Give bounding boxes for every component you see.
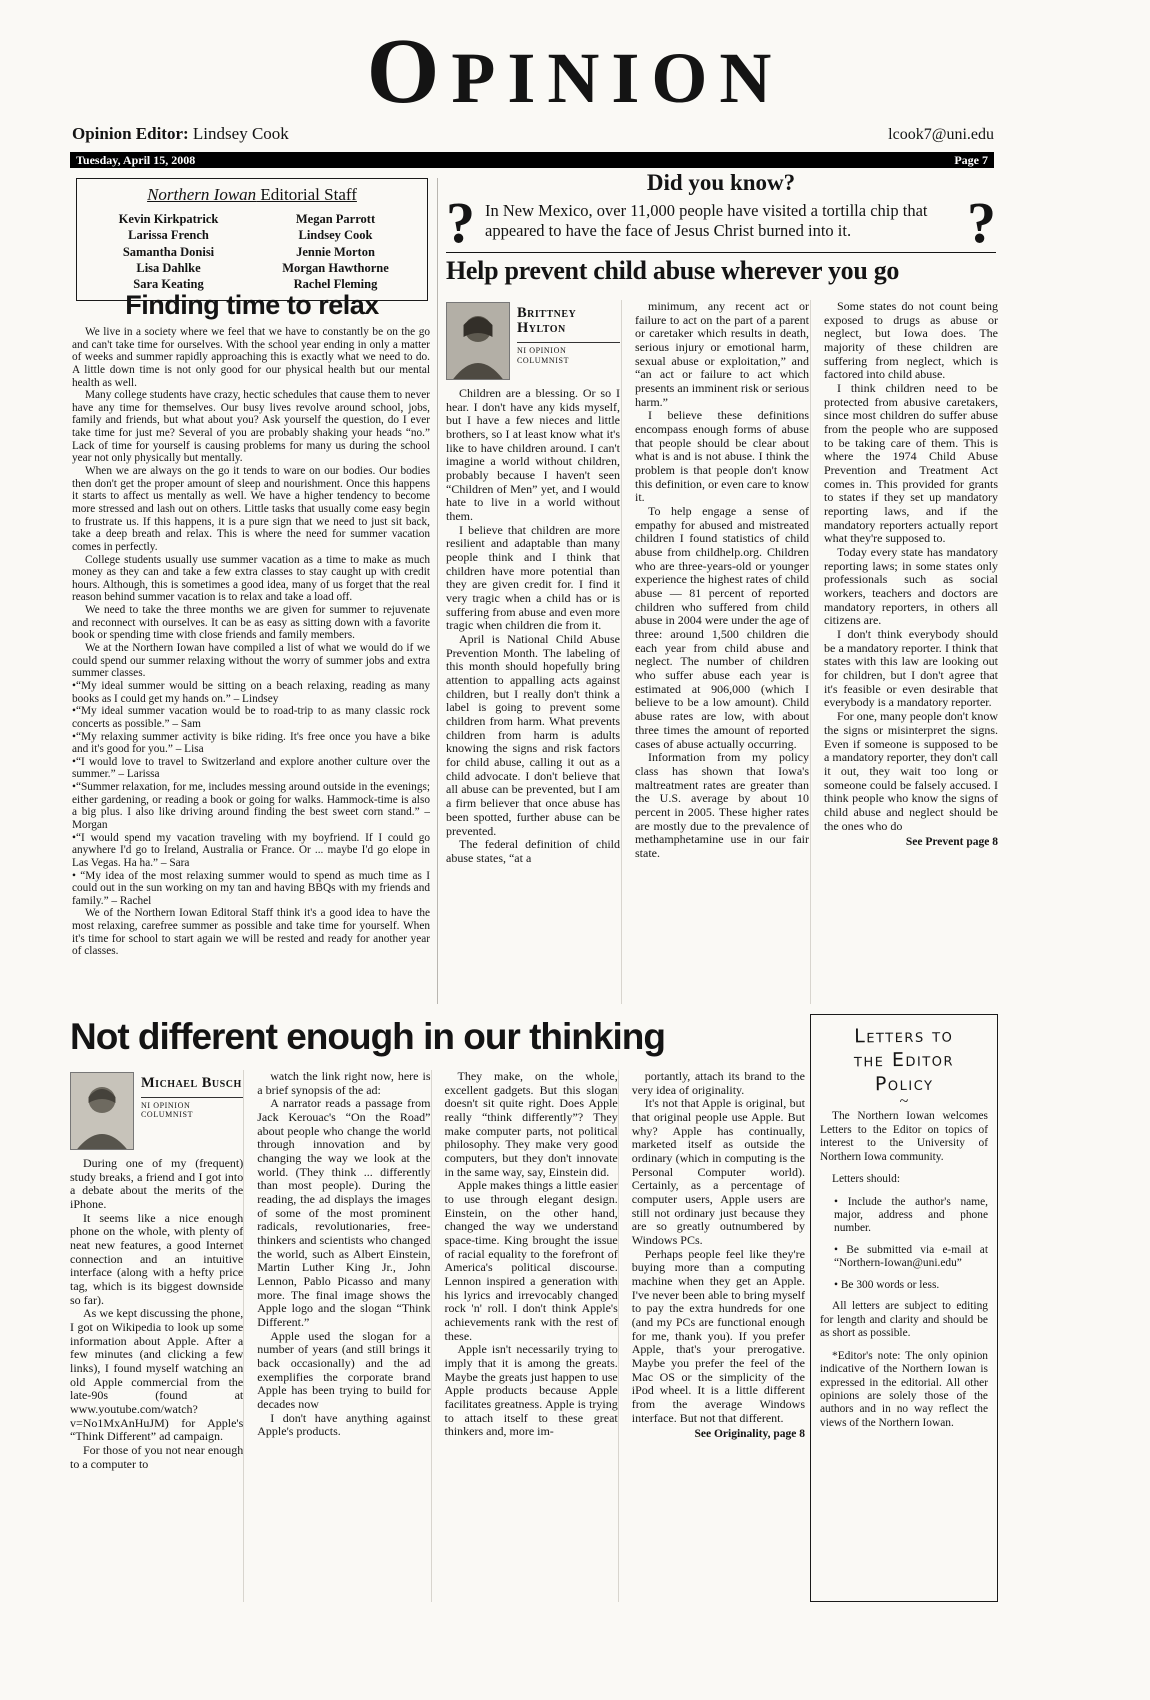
- apple-article-column-3: [431, 1070, 618, 1602]
- letters-heading-line: Policy: [874, 1072, 934, 1095]
- staff-names-right: [252, 211, 419, 292]
- staff-name: Samantha Donisi: [122, 244, 215, 259]
- finding-time-paragraph: We live in a society where we feel that we have to constantly be on the go and can't take time for ourselves. With the school year ending in only a matter of weeks and summer rapidly approaching this is exactly what we need to do. A little down time is not only good for our physical health but our mental health as well.: [72, 326, 430, 389]
- editor-row: [72, 124, 994, 144]
- letters-policy-heading: [820, 1024, 989, 1097]
- letters-policy-text: [820, 1110, 988, 1430]
- apple-paragraph: It's not that Apple is original, but that original people use Apple. But why? Apple has continually, marketed itself as outside the ordinary (which in computing is the Personal Computer world). Certainly, as a percentage of computer users, Apple users are still not ordinary just because they are so greatly outnumbered by Windows PCs.: [631, 1096, 805, 1248]
- opinion-editor-name: Lindsey Cook: [192, 124, 289, 143]
- prevent-column-3-text: [824, 300, 998, 833]
- finding-time-paragraph: College students usually use summer vacation as a time to make as much money as they can and take a few extra classes to stay caught up with credit hours. Although, this is sometimes a good idea, many of us forget that the real reason behind summer vacation is to relax and take a load off.: [72, 553, 430, 604]
- apple-column-2-text: [257, 1070, 430, 1439]
- prevent-paragraph: Information from my policy class has shown that Iowa's maltreatment rates are greater than the U.S. average by about 10 percent in 2005. These higher rates are mostly due to the prevalence of methamphetamine use in our fair state.: [635, 750, 809, 860]
- apple-paragraph: Apple makes things a little easier to use through elegant design. Einstein, on the other hand, changed the way we understand space-time. King brought the issue of racial equality to the forefront of America's political discourse. Lennon inspired a generation with his lyrics and irrevocably changed rock 'n' roll. I don't think Apple's achievements rank with the rest of these.: [444, 1178, 618, 1343]
- prevent-paragraph: For one, many people don't know the signs or misinterpret the signs. Even if someone is supposed to be a mandatory reporter, they don't call it out, they wait too long or someone could be falsely accused. I think people who know the signs of child abuse and neglect should be the ones who do: [824, 709, 998, 833]
- columnist-name: Brittney Hylton: [517, 305, 577, 337]
- letters-paragraph: All letters are subject to editing for length and clarity and should be as short as possible.: [820, 1300, 988, 1340]
- columnist-title: NI OPINION COLUMNIST: [517, 342, 620, 364]
- apple-paragraph: It seems like a nice enough phone on the whole, with plenty of neat new features, a good Internet connection and an intuitive interface (along with a hefty price tag, which is its biggest downside so far).: [70, 1210, 244, 1307]
- finding-time-article-body: [72, 326, 430, 1004]
- apple-paragraph: During one of my (frequent) study breaks, a friend and I got into a debate about the merits of the iPhone.: [70, 1156, 244, 1212]
- apple-paragraph: I don't have anything against Apple's products.: [257, 1410, 431, 1439]
- finding-time-paragraph: We of the Northern Iowan Editoral Staff think it's a good idea to have the most relaxing, carefree summer as possible and take time for yourself. When it's time for school to start again we will be rested and ready for another year of classes.: [72, 907, 430, 958]
- columnist-name: Michael Busch: [141, 1075, 242, 1091]
- heading-squiggle-decoration: ~: [899, 1093, 909, 1111]
- letters-heading-line: the Editor: [853, 1048, 955, 1072]
- prevent-paragraph: I don't think everybody should be a mandatory reporter. I think that states with this law are looking out for children, but I don't agree that it's feasible or even desirable that everybody is a mandatory reporter.: [824, 627, 998, 710]
- staff-name: Rachel Fleming: [293, 277, 378, 291]
- prevent-paragraph: The federal definition of child abuse states, “at a: [446, 837, 620, 865]
- staff-name: Morgan Hawthorne: [282, 260, 389, 275]
- finding-time-paragraph: •“I would love to travel to Switzerland and explore another culture over the summer.” – Larissa: [72, 755, 430, 781]
- staff-name: Lisa Dahlke: [136, 260, 201, 275]
- staff-name: Jennie Morton: [296, 244, 375, 259]
- prevent-paragraph: minimum, any recent act or failure to act on the part of a parent or caretaker which results in death, serious injury or emotional harm, sexual abuse or exploitation,” and “an act or failure to act which presents an imminent risk or serious harm.”: [635, 300, 809, 409]
- brittney-hylton-photo: [446, 302, 510, 380]
- apple-byline-meta: [141, 1072, 243, 1150]
- prevent-article-headline: Help prevent child abuse wherever you go: [446, 256, 900, 285]
- staff-title-rest: Editorial Staff: [256, 185, 357, 204]
- letters-paragraph: • Be 300 words or less.: [834, 1278, 940, 1291]
- staff-name: Sara Keating: [133, 277, 204, 291]
- prevent-paragraph: To help engage a sense of empathy for abused and mistreated children I found statistics of child abuse from childhelp.org. Children who are three-years-old or younger experience the highest rates of child abuse — 81 percent of reported children who suffered from child abuse in 2004 were under the age of three: around 1,500 children die each year from child abuse and neglect. The number of children who suffer abuse each year is estimated at 906,000 (which I believe to be a low amount). Child abuse rates are low, with about three times the amount of reported cases of abuse actually occurring.: [635, 504, 809, 751]
- prevent-paragraph: I think children need to be protected from abusive caretakers, since most children do suffer abuse from the people who are supposed to be taking care of them. This is where the 1974 Child Abuse Prevention and Treatment Act comes in. This provided for grants to states if they set up mandatory reporting laws, and if the mandatory reporters actually report what they're supposed to.: [824, 381, 998, 546]
- prevent-byline-meta: [517, 302, 620, 380]
- apple-column-4-text: [632, 1070, 805, 1425]
- finding-time-paragraph: •“Summer relaxation, for me, includes messing around outside in the evenings; either gardening, or reading a book or going for walks. Hammock-time is also a big plus. I also like driving around finding the best sweet corn stand.” – Morgan: [72, 781, 430, 831]
- prevent-paragraph: Some states do not count being exposed to drugs as abuse or neglect, but Iowa does. The majority of these children are suffering from neglect, which is factored into child abuse.: [824, 300, 998, 382]
- prevent-article-column-3: [810, 300, 998, 1004]
- finding-time-paragraph: •“I would spend my vacation traveling with my boyfriend. If I could go anywhere I'd go to Ireland, Australia or France. Or ... maybe I'd go elope in Las Vegas. Ha ha.” – Sara: [72, 831, 430, 869]
- letters-heading-line: Letters to: [854, 1024, 954, 1048]
- letters-paragraph: • Include the author's name, major, address and phone number.: [834, 1195, 988, 1235]
- did-you-know-box: [446, 170, 996, 253]
- apple-column-3-text: [445, 1070, 618, 1439]
- apple-article-columns: [70, 1070, 805, 1602]
- letters-paragraph: The Northern Iowan welcomes Letters to the Editor on topics of interest to the University of Northern Iowa community.: [820, 1110, 988, 1163]
- staff-name: Lindsey Cook: [298, 228, 373, 243]
- letters-paragraph: Letters should:: [832, 1173, 901, 1186]
- opinion-editor: [72, 124, 289, 144]
- prevent-paragraph: Today every state has mandatory reporting laws; in some states only professionals such as social workers, teachers and doctors are mandatory reporters, in others all citizens are.: [824, 545, 998, 628]
- apple-byline: [70, 1072, 243, 1150]
- opinion-editor-label: Opinion Editor:: [72, 124, 189, 143]
- apple-paragraph: As we kept discussing the phone, I got on Wikipedia to look up some information about Apple. After a few minutes (and clicking a few links), I found myself watching an old Apple commercial from the late-90s (found at www.youtube.com/watch?v=No1MxAnHuJM) for Apple's “Think Different” ad campaign.: [70, 1306, 244, 1444]
- issue-date: Tuesday, April 15, 2008: [76, 153, 196, 167]
- apple-jump-line: See Originality, page 8: [694, 1428, 805, 1441]
- editorial-staff-box: [76, 178, 428, 301]
- question-mark-icon: ?: [446, 190, 475, 255]
- finding-time-paragraph: •“My ideal summer vacation would be to road-trip to as many classic rock concerts as possible.” – Sam: [72, 705, 430, 730]
- letters-policy-box: [810, 1014, 998, 1602]
- prevent-jump-line: See Prevent page 8: [905, 836, 998, 849]
- apple-paragraph: watch the link right now, here is a brief synopsis of the ad:: [257, 1070, 431, 1097]
- letters-paragraph: • Be submitted via e-mail at “Northern-Iowan@uni.edu”: [834, 1243, 988, 1270]
- apple-paragraph: They make, on the whole, excellent gadgets. But this slogan doesn't sit quite right. Does Apple really “think differently”? They make computer parts, not political philosophy. They make very good computers, but they don't innovate in the same way, say, Einstein did.: [444, 1070, 618, 1179]
- staff-box-title: [85, 185, 419, 205]
- did-you-know-text: In New Mexico, over 11,000 people have visited a tortilla chip that appeared to have the face of Jesus Christ burned into it.: [485, 201, 928, 240]
- prevent-paragraph: I believe these definitions encompass enough forms of abuse that people should be clear about what is and is not abuse. I think the problem is that people don't know this definition, or even care to know it.: [635, 408, 809, 505]
- did-you-know-title: Did you know?: [646, 170, 796, 195]
- did-you-know-row: [446, 190, 996, 255]
- prevent-paragraph: Children are a blessing. Or so I hear. I don't have any kids myself, but I have a few nieces and little brothers, so I at least know what it's like to have children around. I can't imagine a world without children, probably because I haven't seen “Children of Men” yet, and I would hate to live in a world without them.: [446, 386, 620, 524]
- prevent-paragraph: I believe that children are more resilient and adaptable than many people think and I think that children have more potential than they are given credit for. I find it very tragic when a child has or is suffering from abuse and even more tragic when children die from it.: [446, 522, 620, 633]
- letters-paragraph: *Editor's note: The only opinion indicative of the Northern Iowan is expressed in the editorial. All other opinions are solely those of the authors and in no way reflect the views of the Northern Iowan.: [820, 1349, 988, 1429]
- prevent-column-2-text: [635, 300, 809, 861]
- michael-busch-photo: [70, 1072, 134, 1150]
- prevent-article-column-1: [446, 300, 620, 1004]
- prevent-article-columns: [446, 300, 998, 1004]
- columnist-title: NI OPINION COLUMNIST: [141, 1097, 243, 1119]
- editor-email: lcook7@uni.edu: [888, 126, 994, 143]
- apple-paragraph: A narrator reads a passage from Jack Kerouac's “On the Road” about people who change the world through innovation and by changing the way we look at the world. (They think ... differently than most people). During the reading, the ad displays the images of some of the most prominent radicals, revolutionaries, free-thinkers and scientists who changed the world, such as Albert Einstein, Martin Luther King Jr., John Lennon, Pablo Picasso and many more. The final image shows the Apple logo and the slogan “Think Different.”: [257, 1096, 431, 1330]
- apple-article-column-4: [618, 1070, 805, 1602]
- finding-time-paragraph: • “My idea of the most relaxing summer would to spend as much time as I could out in the sun working on my tan and having BBQs with my friends and family.” – Rachel: [72, 869, 430, 907]
- prevent-column-1-text: [446, 387, 620, 866]
- apple-article-column-2: [243, 1070, 430, 1602]
- prevent-byline: [446, 302, 620, 380]
- finding-time-paragraph: Many college students have crazy, hectic schedules that cause them to never have any time for themselves. Our busy lives revolve around school, jobs, family and friends, but what about you? Ask yourself the question, do I ever take time for just me? Several of you are probably shaking your heads “no.” Lack of time for yourself is causing problems for many us during the school year not only physically but mentally.: [72, 389, 430, 465]
- apple-article-headline: Not different enough in our thinking: [70, 1016, 665, 1057]
- finding-time-paragraph: •“My ideal summer would be sitting on a beach relaxing, reading as many books as I could get my hands on.” – Lindsey: [72, 679, 430, 705]
- staff-name: Larissa French: [128, 228, 209, 243]
- question-mark-icon: ?: [967, 190, 996, 255]
- finding-time-paragraph: When we are always on the go it tends to ware on our bodies. Our bodies then don't get the proper amount of sleep and nourishment. Once this happens it starts to affect us mentally as well. We have a higher tendency to become more stressed and lash out on others. Little tasks that usually come easy begin to frustrate us. If this happens, it is a pure sign that we need to just sit back, take a deep breath and relax. This is where the need for summer vacation comes in perfectly.: [72, 465, 430, 553]
- page-number: Page 7: [954, 153, 988, 167]
- finding-time-paragraph: We need to take the three months we are given for summer to rejuvenate and reconnect with ourselves. It can be as easy as sitting down with a favorite book or spending time with close friends and family members.: [72, 604, 430, 642]
- column-divider-rule: [437, 178, 438, 1004]
- finding-time-headline: Finding time to relax: [125, 290, 379, 320]
- finding-time-paragraph: •“My relaxing summer activity is bike riding. It's free once you have a bike and it's good for you.” – Lisa: [72, 730, 430, 756]
- date-bar: [70, 152, 994, 168]
- staff-title-paper-name: Northern Iowan: [147, 185, 257, 204]
- section-title: OPINION: [366, 20, 784, 123]
- apple-article-column-1: [70, 1070, 243, 1602]
- staff-name: Kevin Kirkpatrick: [118, 212, 219, 226]
- apple-paragraph: Perhaps people feel like they're buying more than a computing machine when they get an Apple. I've never been able to bring myself to pay the extra hundreds for one (and my PCs are functional enough for me, thank you). If you prefer Apple, that's your prerogative. Maybe you prefer the feel of the Mac OS or the simplicity of the iPod wheel. It is a little different from the average Windows interface. But not that different.: [631, 1246, 805, 1425]
- staff-names-left: [85, 211, 252, 292]
- apple-paragraph: For those of you not near enough to a computer to: [70, 1443, 244, 1471]
- apple-column-1-text: [70, 1157, 243, 1471]
- finding-time-paragraph: We at the Northern Iowan have compiled a list of what we would do if we could spend our summer relaxing without the worry of summer jobs and extra summer classes.: [72, 642, 430, 680]
- prevent-paragraph: April is National Child Abuse Prevention Month. The labeling of this month should hopefully bring attention to appalling acts against children, but I really don't think a label is going to prevent some children from harm. What prevents children from harm is adults knowing the signs and risk factors for child abuse, calling it out as a child advocate. I don't believe that all abuse can be prevented, but I am a firm believer that once abuse has been spotted, further abuse can be prevented.: [446, 632, 620, 838]
- apple-paragraph: Apple isn't necessarily trying to imply that it is among the greats. Maybe the greats just happen to use Apple products because Apple facilitates greatness. Apple is trying to attach itself to these great thinkers and, more im-: [444, 1342, 618, 1439]
- apple-paragraph: Apple used the slogan for a number of years (and still brings it back occasionally) and the ad exemplifies the corporate brand Apple has been trying to build for decades now: [257, 1328, 431, 1412]
- apple-paragraph: portantly, attach its brand to the very idea of originality.: [631, 1070, 805, 1097]
- staff-name-columns: [85, 211, 419, 292]
- staff-name: Megan Parrott: [295, 212, 376, 226]
- prevent-article-column-2: [621, 300, 809, 1004]
